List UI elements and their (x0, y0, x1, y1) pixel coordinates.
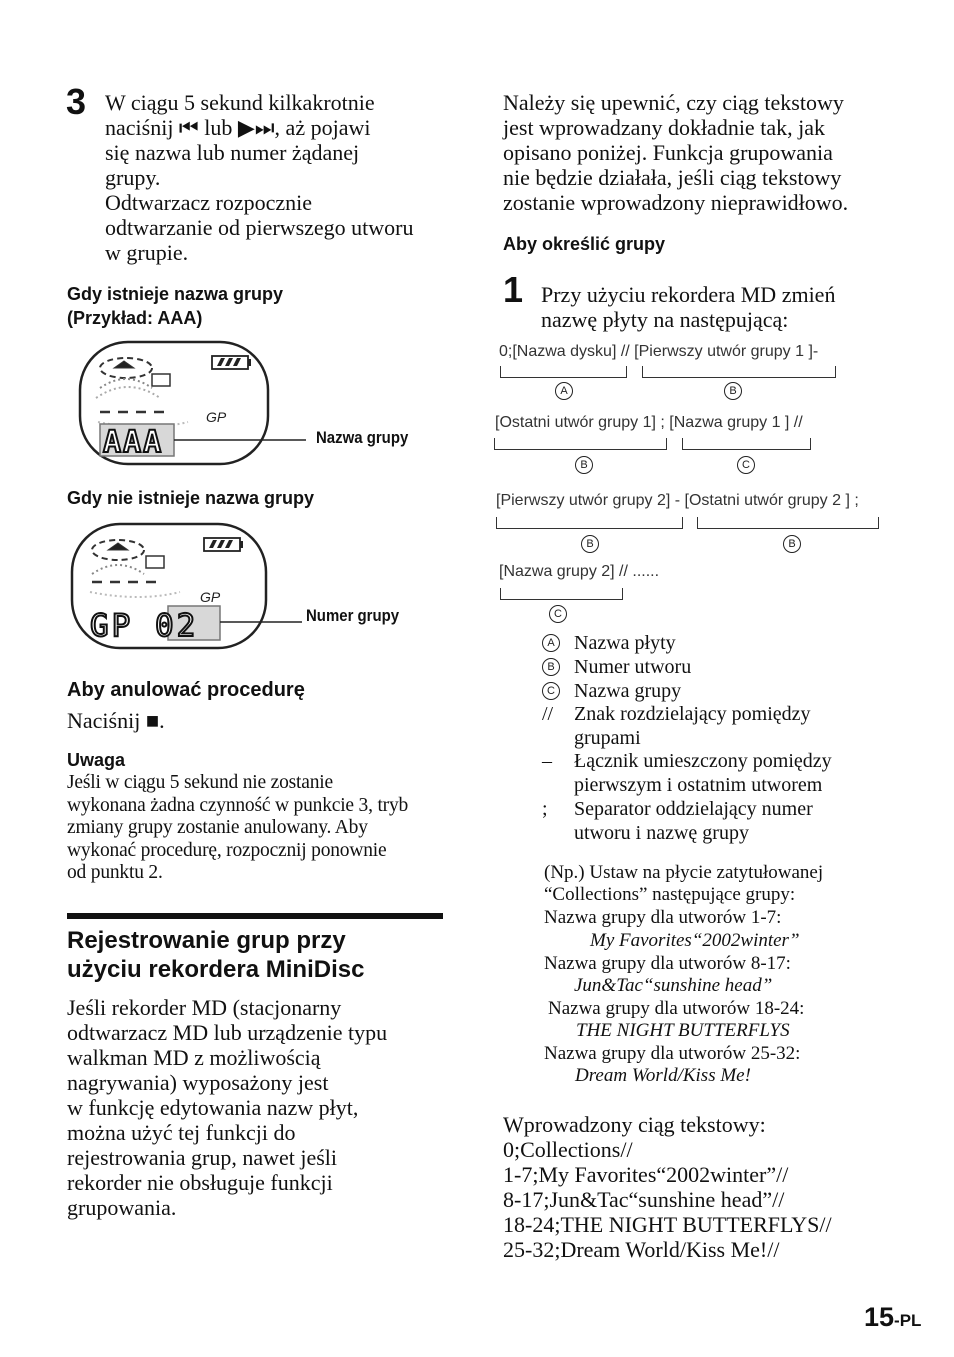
step-1-text: Przy użyciu rekordera MD zmień nazwę płyty na następującą: (541, 282, 836, 332)
bracket (682, 438, 811, 450)
example-line: Dream World/Kiss Me! (575, 1065, 751, 1086)
marker-b: B (542, 658, 560, 676)
marker-c: C (737, 456, 755, 474)
cancel-heading: Aby anulować procedurę (67, 679, 305, 701)
step-3-line: naciśnij ⏮ lub ▶⏭, aż pojawi (105, 115, 371, 140)
example-line: “Collections” następujące grupy: (544, 884, 796, 905)
step-3-number: 3 (66, 81, 87, 122)
marker-a: A (555, 382, 573, 400)
note-heading: Uwaga (67, 750, 126, 770)
section-body: Jeśli rekorder MD (stacjonarny odtwarzacz MD lub urządzenie typu walkman MD z możliwością nagrywania) wyposażony jest w funkcję edytowania nazw płyt, można użyć tej funkcji do rejestrowania grup, nawet jeśli rekorder nie obsługuje funkcji grupowania. (67, 995, 388, 1220)
example-line: Nazwa grupy dla utworów 18-24: (548, 998, 805, 1019)
example-line: (Np.) Ustaw na płycie zatytułowanej (544, 862, 824, 883)
bracket (496, 517, 683, 529)
page-number-value: 15 (864, 1302, 895, 1332)
marker-c: C (549, 605, 567, 623)
example-line: THE NIGHT BUTTERFLYS (576, 1020, 790, 1041)
display-number-text: GP 02 (90, 608, 199, 644)
with-name-heading: Gdy istnieje nazwa grupy (Przykład: AAA) (67, 284, 284, 328)
marker-b: B (724, 382, 742, 400)
step-1-number: 1 (503, 269, 524, 310)
marker-b: B (581, 535, 599, 553)
step-3-line: grupy. (105, 165, 161, 190)
display-name-text: AAA (103, 425, 164, 460)
example-line: Nazwa grupy dla utworów 25-32: (544, 1043, 801, 1064)
bracket (500, 366, 627, 378)
example-line: My Favorites“2002winter” (590, 930, 800, 951)
step-3-line: W ciągu 5 sekund kilkakrotnie (105, 90, 375, 115)
callout-group-number: Numer grupy (306, 606, 400, 625)
step-3-line: odtwarzanie od pierwszego utworu (105, 215, 414, 240)
note-text: Jeśli w ciągu 5 sekund nie zostanie wykonana żadna czynność w punkcie 3, tryb zmiany grupy zostanie anulowany. Aby wykonać procedurę, rozpocznij ponownie od punktu 2. (67, 772, 409, 883)
bracket (494, 438, 667, 450)
section-title: Rejestrowanie grup przy użyciu rekordera MiniDisc (67, 927, 365, 983)
step-3-text (105, 90, 414, 265)
bracket (697, 517, 879, 529)
page-number (864, 1302, 921, 1333)
marker-c: C (542, 682, 560, 700)
example-line: Jun&Tac“sunshine head” (574, 975, 773, 996)
bracket (500, 588, 623, 600)
marker-b: B (575, 456, 593, 474)
without-name-heading: Gdy nie istnieje nazwa grupy (67, 488, 315, 508)
define-groups-heading: Aby określić grupy (503, 234, 666, 254)
example-line: Nazwa grupy dla utworów 1-7: (544, 907, 782, 928)
page-number-suffix: -PL (894, 1311, 922, 1330)
diagram-row-4: [Nazwa grupy 2] // ...... (499, 563, 660, 580)
intro-text: Należy się upewnić, czy ciąg tekstowy jest wprowadzany dokładnie tak, jak opisano poniżej. Funkcja grupowania nie będzie działała, jeśli ciąg tekstowy zostanie wprowadzony nieprawidłowo. (503, 90, 849, 215)
lcd-display-without-name (70, 518, 430, 652)
entered-string: Wprowadzony ciąg tekstowy: 0;Collections// 1-7;My Favorites“2002winter”// 8-17;Jun&Tac“sunshine head”// 18-24;THE NIGHT BUTTERFLYS// 25-32;Dream World/Kiss Me!// (503, 1112, 832, 1262)
section-rule (67, 913, 443, 919)
cancel-text: Naciśnij ■. (67, 708, 165, 733)
lcd-display-with-name (70, 336, 430, 470)
gp-label: GP (200, 589, 221, 605)
step-3-line: Odtwarzacz rozpocznie (105, 190, 313, 215)
callout-group-name: Nazwa grupy (316, 428, 409, 447)
example-line: Nazwa grupy dla utworów 8-17: (544, 953, 791, 974)
diagram-row-2: [Ostatni utwór grupy 1] ; [Nazwa grupy 1 ] // (495, 414, 803, 431)
gp-label: GP (206, 409, 227, 425)
marker-a: A (542, 634, 560, 652)
diagram-row-1: 0;[Nazwa dysku] // [Pierwszy utwór grupy 1 ]- (499, 343, 819, 360)
bracket (642, 366, 836, 378)
step-3-line: w grupie. (105, 240, 189, 265)
marker-b: B (783, 535, 801, 553)
diagram-row-3: [Pierwszy utwór grupy 2] - [Ostatni utwór grupy 2 ] ; (496, 492, 859, 509)
step-3-line: się nazwa lub numer żądanej (105, 140, 360, 165)
